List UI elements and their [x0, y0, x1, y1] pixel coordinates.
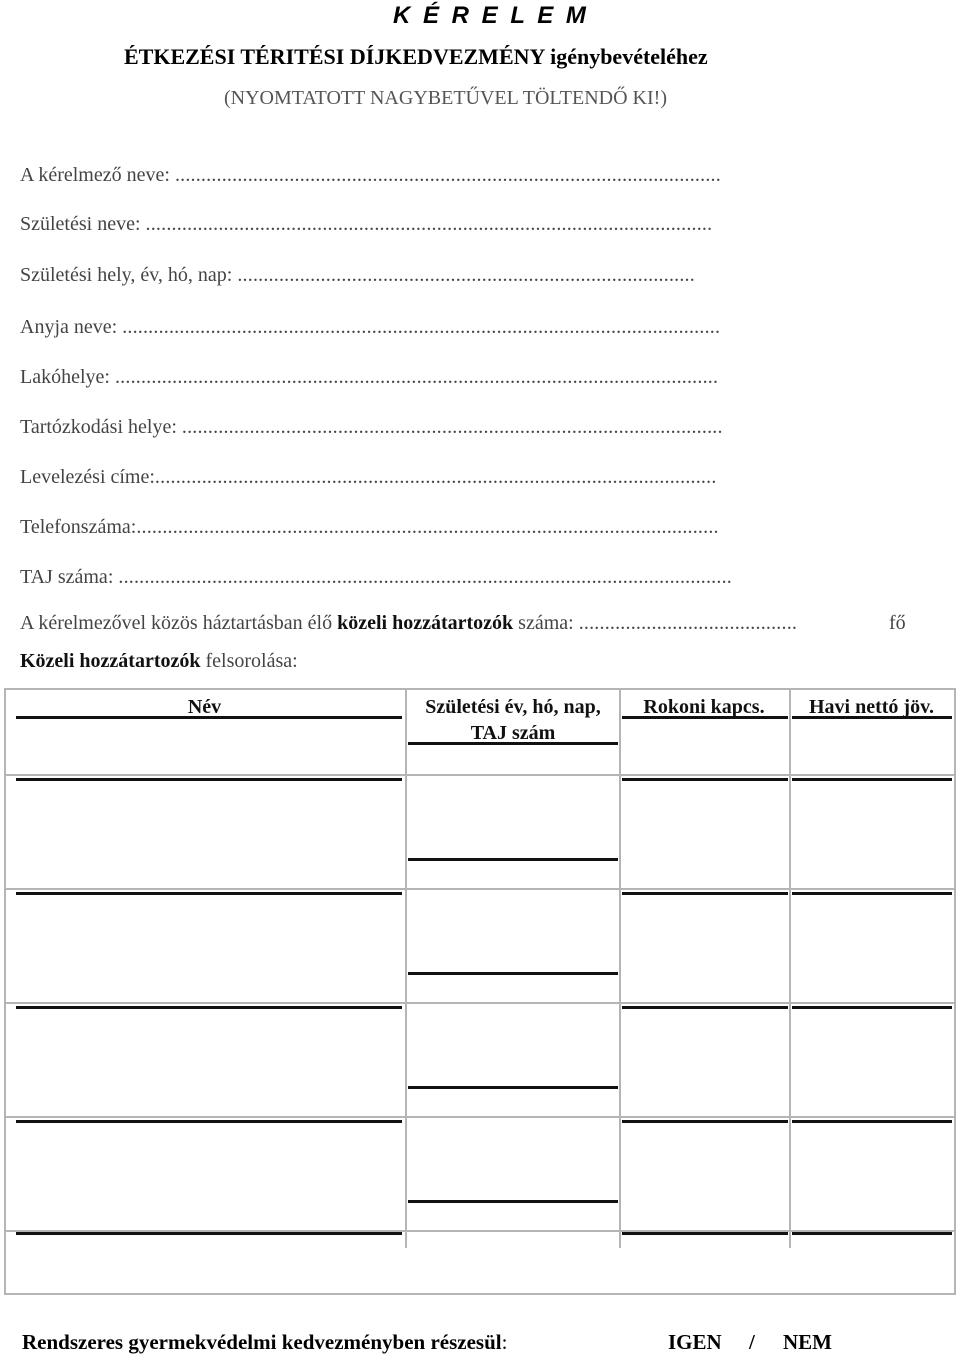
- header-birth: Születési év, hó, nap,: [425, 696, 601, 718]
- col-divider-2: [619, 688, 621, 1248]
- field-label: Anyja neve:: [20, 316, 123, 338]
- row-underline-income: [792, 1232, 952, 1235]
- field-label: TAJ száma:: [20, 566, 119, 588]
- row-separator: [4, 888, 956, 890]
- row-underline-relation: [622, 1232, 788, 1235]
- row-underline-relation: [622, 1120, 788, 1123]
- form-subtitle: ÉTKEZÉSI TÉRITÉSI DÍJKEDVEZMÉNY igénybevételéhez: [124, 44, 708, 69]
- row-underline-name: [16, 778, 402, 781]
- form-field-row[interactable]: [20, 316, 720, 339]
- field-fill-line[interactable]: ............................................................................................................: [154, 466, 717, 488]
- row-underline-taj: [408, 1200, 618, 1203]
- field-fill-line[interactable]: ........................................................................................................: [181, 416, 723, 438]
- household-bold: közeli hozzátartozók: [337, 612, 514, 634]
- row-underline-taj: [408, 972, 618, 975]
- relatives-list-title: Közeli hozzátartozók felsorolása:: [20, 650, 298, 672]
- row-underline-taj: [408, 1086, 618, 1089]
- field-fill-line[interactable]: .............................................................................................................: [145, 213, 713, 235]
- row-underline-relation: [622, 778, 788, 781]
- household-dots: ..........................................: [578, 612, 798, 634]
- field-label: Születési neve:: [20, 213, 146, 235]
- form-field-row[interactable]: [20, 164, 721, 187]
- row-underline-income: [792, 892, 952, 895]
- field-label: A kérelmező neve:: [20, 164, 175, 186]
- table-top-border: [4, 688, 956, 690]
- header-taj: TAJ szám: [470, 722, 556, 744]
- answer-yes[interactable]: IGEN: [668, 1330, 722, 1354]
- col-divider-1: [405, 688, 407, 1248]
- household-unit: fő: [889, 612, 906, 634]
- header-relation: Rokoni kapcs.: [643, 696, 765, 718]
- relatives-table: [4, 688, 956, 1295]
- answer-no[interactable]: NEM: [783, 1330, 832, 1354]
- row-underline-name: [16, 1232, 402, 1235]
- field-label: Tartózkodási helye:: [20, 416, 182, 438]
- form-field-row[interactable]: [20, 516, 719, 539]
- row-underline-taj: [408, 858, 618, 861]
- field-label: Születési hely, év, hó, nap:: [20, 264, 238, 286]
- form-field-row[interactable]: [20, 416, 723, 439]
- household-count-field[interactable]: [20, 612, 797, 635]
- household-prefix: A kérelmezővel közös háztartásban élő: [20, 612, 338, 634]
- form-field-row[interactable]: [20, 264, 695, 287]
- row-underline-name: [16, 1120, 402, 1123]
- field-fill-line[interactable]: ................................................................................................................: [136, 516, 719, 538]
- form-field-row[interactable]: [20, 566, 732, 589]
- household-suffix: száma:: [513, 612, 579, 634]
- field-fill-line[interactable]: ........................................................................................: [237, 264, 695, 286]
- form-field-row[interactable]: [20, 213, 712, 236]
- field-fill-line[interactable]: ...................................................................................................................: [122, 316, 721, 338]
- row-underline-relation: [622, 1006, 788, 1009]
- header-income: Havi nettó jöv.: [809, 696, 934, 718]
- field-fill-line[interactable]: ......................................................................................................................: [118, 566, 732, 588]
- form-instruction: (NYOMTATOTT NAGYBETŰVEL TÖLTENDŐ KI!): [224, 87, 667, 109]
- row-separator: [4, 1116, 956, 1118]
- row-separator: [4, 1002, 956, 1004]
- row-underline-income: [792, 1120, 952, 1123]
- answer-separator: /: [749, 1330, 755, 1354]
- header-name: Név: [187, 696, 222, 718]
- field-label: Levelezési címe:: [20, 466, 155, 488]
- row-underline-relation: [622, 892, 788, 895]
- row-separator: [4, 774, 956, 776]
- row-underline-income: [792, 778, 952, 781]
- field-label: Telefonszáma:: [20, 516, 137, 538]
- table-bottom-border: [4, 1293, 956, 1295]
- field-fill-line[interactable]: ....................................................................................................................: [114, 366, 719, 388]
- form-field-row[interactable]: [20, 366, 718, 389]
- row-underline-name: [16, 1006, 402, 1009]
- row-underline-name: [16, 892, 402, 895]
- form-title: K É R E L E M: [393, 2, 589, 29]
- field-fill-line[interactable]: .........................................................................................................: [174, 164, 721, 186]
- row-underline-income: [792, 1006, 952, 1009]
- form-field-row[interactable]: [20, 466, 717, 489]
- field-label: Lakóhelye:: [20, 366, 115, 388]
- table-left-border: [4, 688, 6, 1295]
- footer-question: Rendszeres gyermekvédelmi kedvezményben részesül:: [22, 1330, 508, 1354]
- table-right-border: [954, 688, 956, 1295]
- col-divider-3: [789, 688, 791, 1248]
